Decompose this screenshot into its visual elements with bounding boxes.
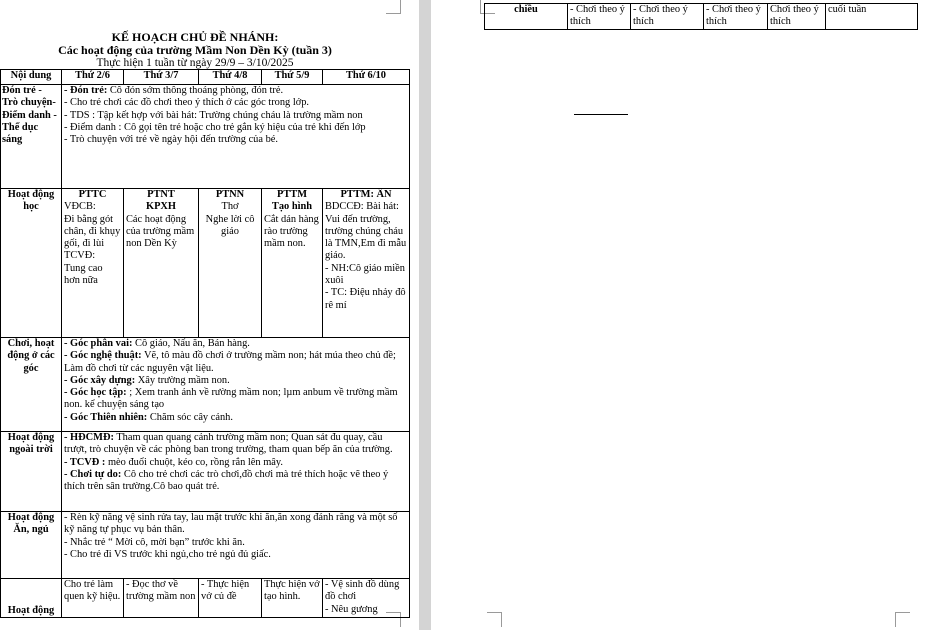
document-subtitle: Các hoạt động của trường Mầm Non Dền Kỳ (tuần 3) — [58, 43, 332, 57]
document-title: KẾ HOẠCH CHỦ ĐỀ NHÁNH: — [111, 30, 279, 44]
table-row-meals — [1, 512, 410, 579]
row-label: Hoạt động học — [1, 189, 62, 338]
cell-friday: cuối tuần — [826, 4, 918, 30]
row-label: Đón trẻ - Trò chuyện- Điểm danh - Thể dục sáng — [1, 85, 62, 189]
page-corner-mark — [895, 612, 910, 627]
cell-wednesday: - Chơi theo ý thích — [704, 4, 768, 30]
row-label: Hoạt động Ăn, ngủ — [1, 512, 62, 579]
column-header: Thứ 6/10 — [323, 70, 410, 85]
page-corner-mark — [487, 612, 502, 627]
cell-monday: Cho trẻ làm quen kỹ hiệu. — [62, 579, 124, 618]
cell-wednesday: - Thực hiện vở củ đề — [199, 579, 262, 618]
column-header: Thứ 3/7 — [124, 70, 199, 85]
column-header: Thứ 4/8 — [199, 70, 262, 85]
page-gutter — [419, 0, 431, 630]
cell-tuesday: - Chơi theo ý thích — [631, 4, 704, 30]
table-header-row — [1, 70, 410, 85]
table-row-outdoor — [1, 432, 410, 512]
row-label: Chơi, hoạt động ở các góc — [1, 338, 62, 432]
column-header: Thứ 2/6 — [62, 70, 124, 85]
cell-tuesday: PTNT KPXH Các hoạt động của trường mầm non Dền Kỳ — [124, 189, 199, 338]
page-corner-mark — [386, 0, 401, 14]
document-page-left — [0, 0, 419, 630]
cell-thursday: Thực hiện vở tạo hình. — [262, 579, 323, 618]
table-row — [485, 4, 918, 30]
signature-line — [574, 114, 628, 115]
cell-wednesday: PTNN Thơ Nghe lời cô giáo — [199, 189, 262, 338]
table-row-learning — [1, 189, 410, 338]
cell-thursday: PTTM Tạo hình Cắt dán hàng rào trường mầm non. — [262, 189, 323, 338]
cell-monday: PTTC VĐCB: Đi bằng gót chân, đi khụy gối, đi lùi TCVĐ: Tung cao hơn nữa — [62, 189, 124, 338]
cell-thursday: Chơi theo ý thích — [768, 4, 826, 30]
document-page-right — [431, 0, 926, 630]
table-row-welcome — [1, 85, 410, 189]
cell-friday: - Vệ sinh đồ dùng đồ chơi - Nêu gương — [323, 579, 410, 618]
table-row-corners — [1, 338, 410, 432]
row-content: - HĐCMĐ: Tham quan quang cảnh trường mầm non; Quan sát đu quay, cầu trượt, trò chuyện về các phòng ban trong trường, tham quan bếp ăn của trường. - TCVĐ : mèo đuổi chuột, kéo co, rồng rắn lên mây. - Chơi tự do: Cô cho trẻ chơi các trò chơi,đồ chơi mà trẻ thích hoặc vẽ theo ý thích trên sân trường.Cô bao quát trẻ. — [62, 432, 410, 512]
cell-monday: - Chơi theo ý thích — [568, 4, 631, 30]
document-date-range: Thực hiện 1 tuần từ ngày 29/9 – 3/10/2025 — [96, 57, 294, 69]
table-row-afternoon — [1, 579, 410, 618]
table-continuation — [484, 3, 918, 30]
row-content: - Góc phân vai: Cô giáo, Nấu ăn, Bán hàng. - Góc nghệ thuật: Vẽ, tô màu đồ chơi ở trường mầm non; hát múa theo chủ đề; Làm đồ chơi từ các nguyên vật liệu. - Góc xây dựng: Xây trường mầm non. - Góc học tập: ; Xem tranh ảnh về rường mầm non; lµm anbum về trường mầm non. kể chuyện sáng tạo - Góc Thiên nhiên: Chăm sóc cây cảnh. — [62, 338, 410, 432]
row-content: - Rèn kỹ năng vệ sinh rửa tay, lau mặt trước khi ăn,ăn xong đánh răng và một số kỹ năng tự phục vụ bản thân. - Nhắc trẻ “ Mời cô, mời bạn” trước khi ăn. - Cho trẻ đi VS trước khi ngủ,cho trẻ ngủ đủ giấc. — [62, 512, 410, 579]
column-header: Thứ 5/9 — [262, 70, 323, 85]
column-header: Nội dung — [1, 70, 62, 85]
weekly-plan-table — [0, 69, 410, 618]
row-label: chiều — [485, 4, 568, 30]
row-label: Hoạt động — [1, 579, 62, 618]
cell-friday: PTTM: ÂN BDCCĐ: Bài hát: Vui đến trường, trường chúng cháu là TMN,Em đi mẫu giáo. - NH:Cô giáo miền xuôi - TC: Điệu nhảy đô rê mí — [323, 189, 410, 338]
row-content: - Đón trẻ: Cô đón sớm thông thoáng phòng, đón trẻ. - Cho trẻ chơi các đồ chơi theo ý thích ở các góc trong lớp. - TDS : Tập kết hợp với bài hát: Trường chúng cháu là trường mầm non - Điểm danh : Cô gọi tên trẻ hoặc cho trẻ gắn ký hiệu của trẻ khi đến lớp - Trò chuyện với trẻ về ngày hội đến trường của bé. — [62, 85, 410, 189]
cell-tuesday: - Đọc thơ về trường mầm non — [124, 579, 199, 618]
row-label: Hoạt động ngoài trời — [1, 432, 62, 512]
